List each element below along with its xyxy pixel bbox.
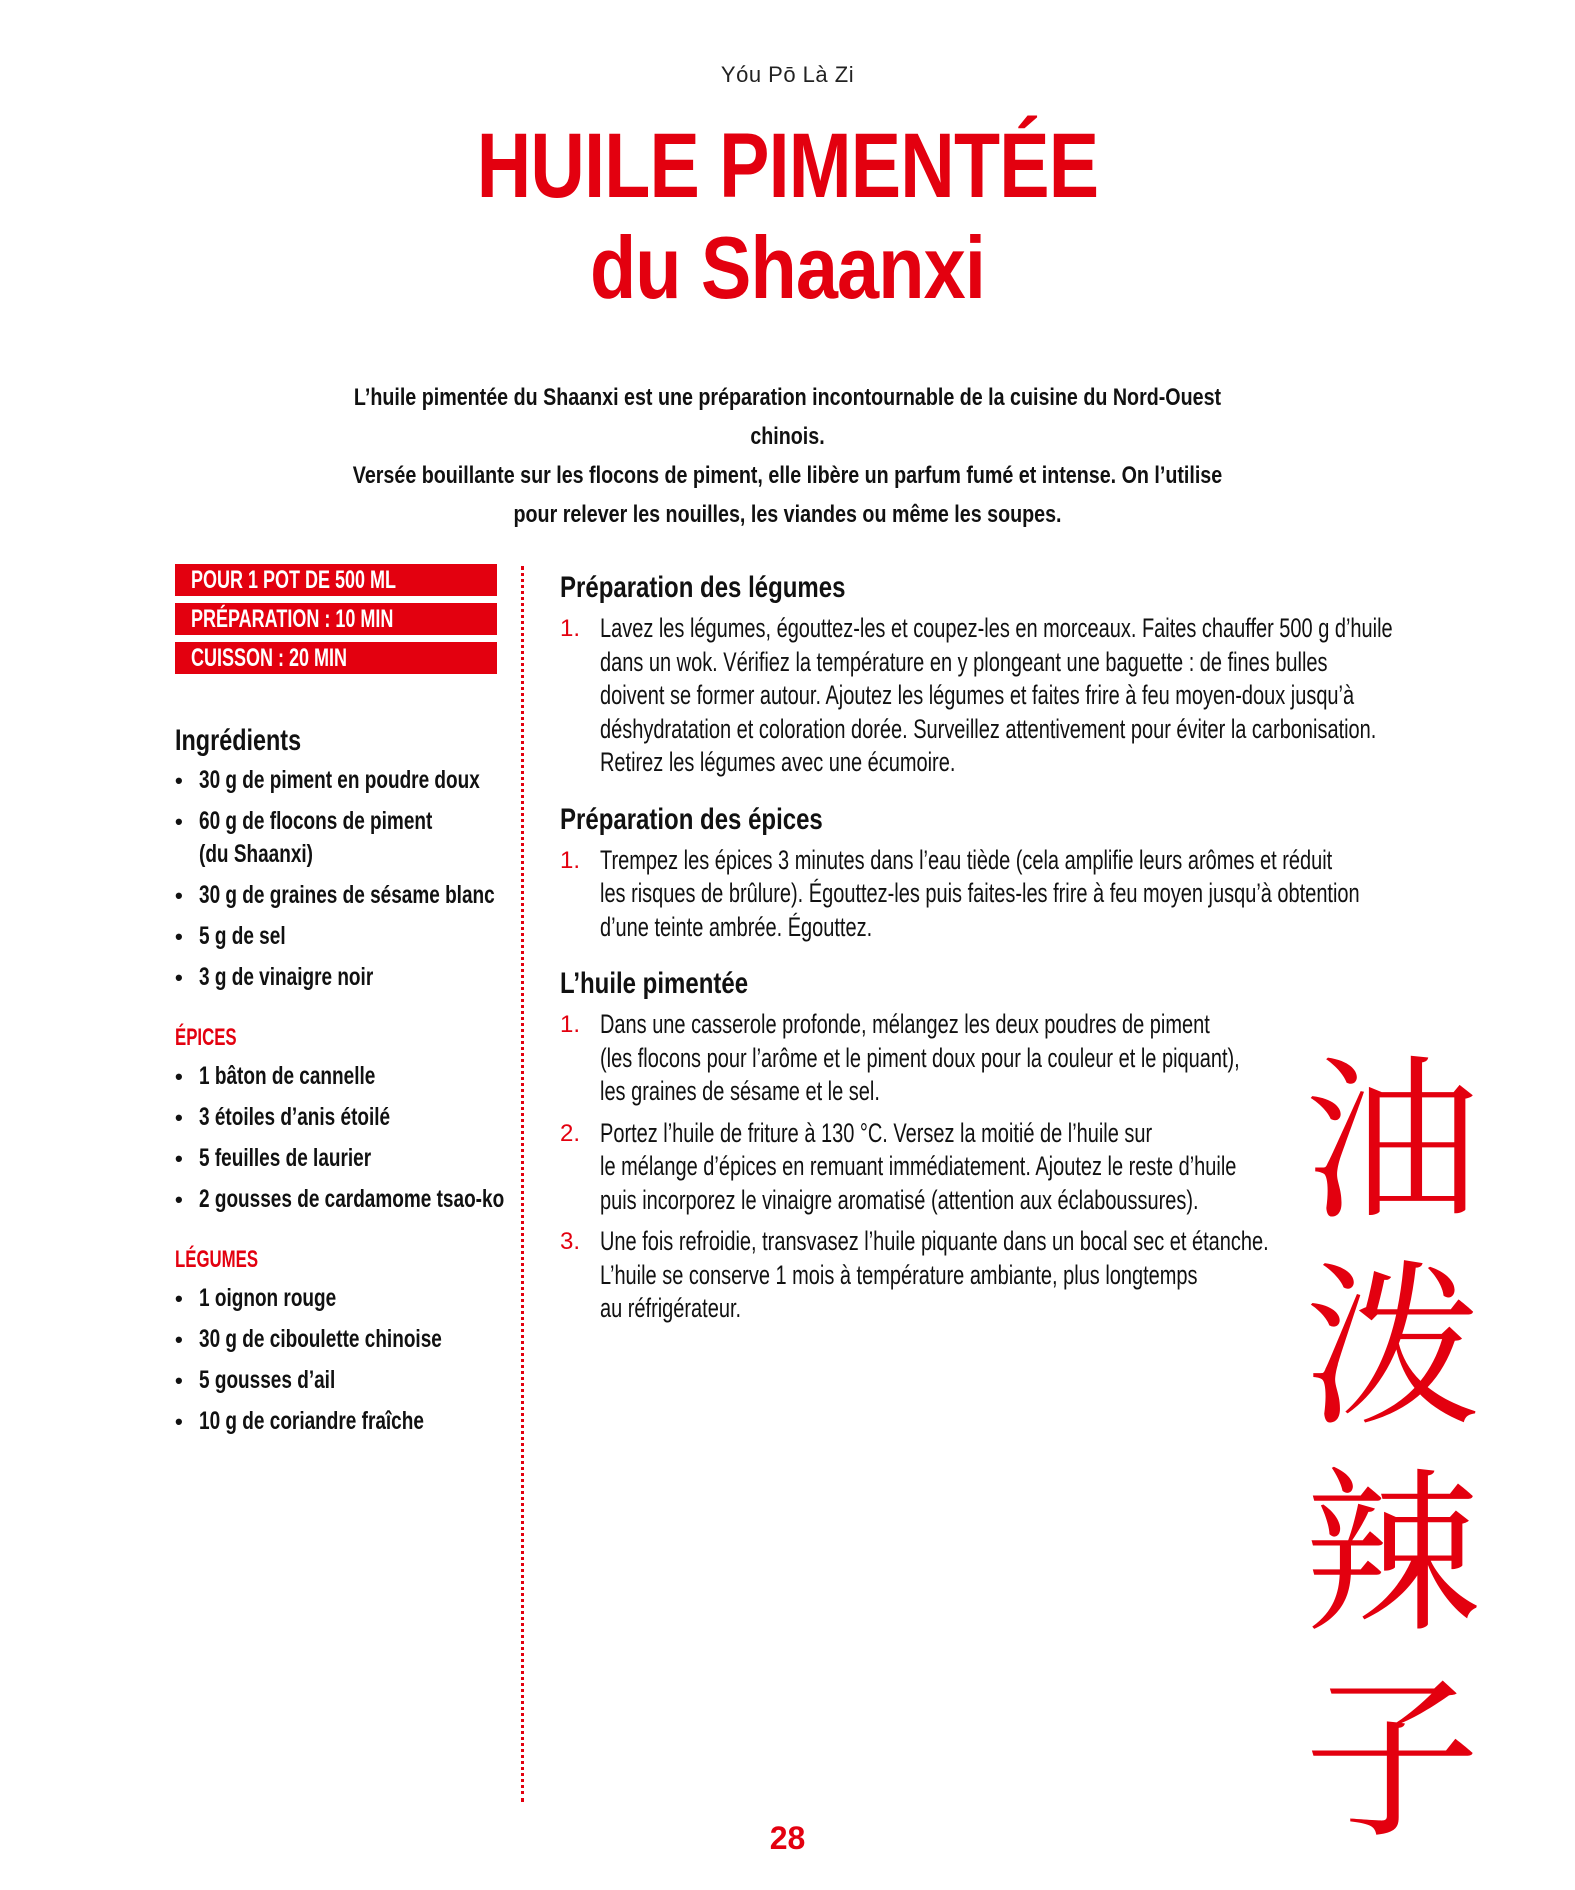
section-title-chili-oil: L’huile pimentée xyxy=(560,967,749,1000)
step-item xyxy=(560,612,1393,780)
spice-item: • 5 feuilles de laurier xyxy=(175,1142,505,1175)
ingredient-item: • 30 g de graines de sésame blanc xyxy=(175,879,505,912)
title-line-1: HUILE PIMENTÉE xyxy=(476,115,1099,217)
spices-heading: ÉPICES xyxy=(175,1024,237,1051)
recipe-title xyxy=(0,115,1575,317)
ingredients-heading: Ingrédients xyxy=(175,724,302,757)
vegetable-item: • 1 oignon rouge xyxy=(175,1282,505,1315)
spices-list xyxy=(175,1060,505,1216)
intro-line: pour relever les nouilles, les viandes ou même les soupes. xyxy=(513,501,1062,528)
vegetable-item: • 10 g de coriandre fraîche xyxy=(175,1405,505,1438)
chinese-character: 泼 xyxy=(1303,1246,1480,1451)
step-item xyxy=(560,1225,1380,1326)
column-divider xyxy=(521,566,524,1802)
step-text: Lavez les légumes, égouttez-les et coupez-les en morceaux. Faites chauffer 500 g d’huile dans un wok. Vérifiez la température en y plongeant une baguette : de fines bulles doivent se former autour. Ajoutez les légumes et faites frire à feu moyen-doux jusqu’à déshydratation et coloration dorée. Surveillez attentivement pour éviter la carbonisation. Retirez les légumes avec une écumoire. xyxy=(600,613,1393,777)
ingredient-item: • 60 g de flocons de piment (du Shaanxi) xyxy=(175,805,505,871)
ingredient-item: • 3 g de vinaigre noir xyxy=(175,961,505,994)
step-number: 1. xyxy=(560,1011,581,1038)
ingredient-item: • 30 g de piment en poudre doux xyxy=(175,764,505,797)
yield-badge: POUR 1 POT DE 500 ML xyxy=(175,564,497,596)
section-title-spices: Préparation des épices xyxy=(560,802,823,836)
step-text: Dans une casserole profonde, mélangez les deux poudres de piment (les flocons pour l’arôme et le piment doux pour la couleur et le piquant), les graines de sésame et le sel. xyxy=(600,1009,1240,1106)
recipe-meta xyxy=(175,564,497,681)
intro-paragraph xyxy=(250,378,1325,534)
title-line-2: du Shaanxi xyxy=(589,218,986,317)
chinese-character: 油 xyxy=(1303,1040,1480,1245)
ingredients-column xyxy=(175,724,505,1446)
chinese-character: 子 xyxy=(1303,1658,1480,1863)
step-text: Portez l’huile de friture à 130 °C. Versez la moitié de l’huile sur le mélange d’épices en remuant immédiatement. Ajoutez le reste d’huile puis incorporez le vinaigre aromatisé (attention aux éclaboussures). xyxy=(600,1117,1237,1215)
spice-item: • 2 gousses de cardamome tsao-ko xyxy=(175,1183,505,1216)
step-item xyxy=(560,1008,1380,1109)
vegetables-heading: LÉGUMES xyxy=(175,1246,259,1273)
recipe-pinyin: Yóu Pō Là Zi xyxy=(720,62,855,87)
step-text: Une fois refroidie, transvasez l’huile piquante dans un bocal sec et étanche. L’huile se conserve 1 mois à température ambiante, plus longtemps au réfrigérateur. xyxy=(600,1226,1269,1323)
ingredients-list xyxy=(175,764,505,994)
steps-spices xyxy=(560,844,1380,945)
spice-item: • 1 bâton de cannelle xyxy=(175,1060,505,1093)
cook-time-badge: CUISSON : 20 MIN xyxy=(175,642,497,674)
ingredient-item: • 5 g de sel xyxy=(175,920,505,953)
step-item xyxy=(560,844,1380,945)
vegetable-item: • 5 gousses d’ail xyxy=(175,1364,505,1397)
step-number: 1. xyxy=(560,846,581,874)
page-number: 28 xyxy=(769,1820,806,1856)
chinese-character: 辣 xyxy=(1303,1452,1480,1657)
section-title-vegetables: Préparation des légumes xyxy=(560,571,846,604)
instructions-column xyxy=(560,570,1393,1348)
chinese-title-vertical xyxy=(1292,1040,1492,1864)
spice-item: • 3 étoiles d’anis étoilé xyxy=(175,1101,505,1134)
vegetable-item: • 30 g de ciboulette chinoise xyxy=(175,1323,505,1356)
step-item xyxy=(560,1117,1380,1218)
step-number: 1. xyxy=(560,615,581,642)
steps-vegetables xyxy=(560,612,1393,780)
step-number: 2. xyxy=(560,1119,581,1147)
intro-line: Versée bouillante sur les flocons de piment, elle libère un parfum fumé et intense. On l’utilise xyxy=(352,462,1223,489)
step-number: 3. xyxy=(560,1228,581,1255)
step-text: Trempez les épices 3 minutes dans l’eau tiède (cela amplifie leurs arômes et réduit les risques de brûlure). Égouttez-les puis faites-les frire à feu moyen jusqu’à obtention d’une teinte ambrée. Égouttez. xyxy=(600,844,1360,942)
vegetables-list xyxy=(175,1282,505,1438)
prep-time-badge: PRÉPARATION : 10 MIN xyxy=(175,603,497,635)
intro-line: L’huile pimentée du Shaanxi est une préparation incontournable de la cuisine du Nord-Ouest chinois. xyxy=(353,384,1222,450)
steps-chili-oil xyxy=(560,1008,1380,1326)
